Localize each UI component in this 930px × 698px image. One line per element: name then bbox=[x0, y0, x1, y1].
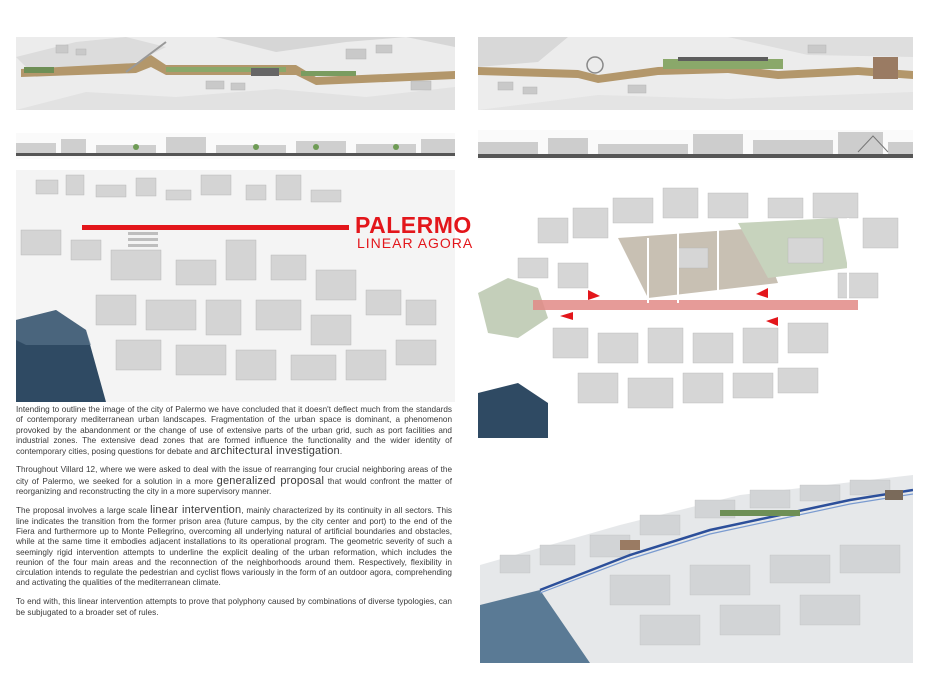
paragraph-3-emphasis: linear intervention bbox=[150, 504, 242, 517]
axonometric-map-right bbox=[478, 178, 914, 438]
paragraph-2: Throughout Villard 12, where we were asked to deal with the issue of rearranging four crucial neighboring areas of the city of Palermo, we seeked for a solution in a more generalized proposal that would confront the matter of reorganizing and reconstructing the city in a more supervisory manner. bbox=[16, 465, 452, 497]
elevation-left bbox=[16, 133, 455, 159]
city-map-left bbox=[16, 170, 455, 402]
project-title: PALERMO bbox=[355, 212, 472, 238]
axonometric-map-right-drawing bbox=[478, 178, 914, 438]
paragraph-1: Intending to outline the image of the city of Palermo we have concluded that it doesn't deflect much from the standards of contemporary mediterranean urban landscapes. Fragmentation of the urban space is dominant, a phenomenon provoked by the abandonment or the change of use of extensive parts of the urban grid, such as port facilities and industrial zones. The extensive dead zones that are formed influence the functionality and the wider identity of contemporary cities, posing questions for debate and architectural investigation. bbox=[16, 405, 452, 458]
perspective-render bbox=[480, 455, 913, 663]
site-plan-left bbox=[16, 37, 455, 110]
paragraph-3: The proposal involves a large scale linear intervention, mainly characterized by its continuity in all sectors. This line indicates the transition from the former prison area (future campus, by the city center and port) to the end of the Fiera and furthermore up to Monte Pellegrino, overcoming all underlying natural of artificial boundaries and obstacles, while at the same time it embodies adjacent installations to its operational program. The geometric severity of such a seemingly rigid intervention attempts to underline the explicit dealing of the urban reformation, which includes the reunion of the four main areas and the reconnection of the neighborhoods around them. Respectively, flexibility in circulation intends to regulate the pedestrian and cyclist flows variously in the form of an outdoor agora, comprehending and activating the qualities of the mediterranean climate. bbox=[16, 504, 453, 588]
site-plan-right bbox=[478, 37, 913, 110]
city-map-left-drawing bbox=[16, 170, 455, 402]
site-plan-right-drawing bbox=[478, 37, 913, 110]
elevation-right-drawing bbox=[478, 130, 913, 160]
project-description bbox=[16, 405, 452, 626]
paragraph-1-emphasis: architectural investigation bbox=[210, 445, 340, 458]
elevation-left-drawing bbox=[16, 133, 455, 159]
project-subtitle: LINEAR AGORA bbox=[357, 235, 474, 251]
site-plan-left-drawing bbox=[16, 37, 455, 110]
paragraph-2-emphasis: generalized proposal bbox=[216, 474, 325, 487]
paragraph-4: To end with, this linear intervention attempts to prove that polyphony caused by combinations of diverse typologies, can be subjugated to a broader set of rules. bbox=[16, 596, 452, 618]
elevation-right bbox=[478, 130, 913, 160]
perspective-render-drawing bbox=[480, 455, 913, 663]
